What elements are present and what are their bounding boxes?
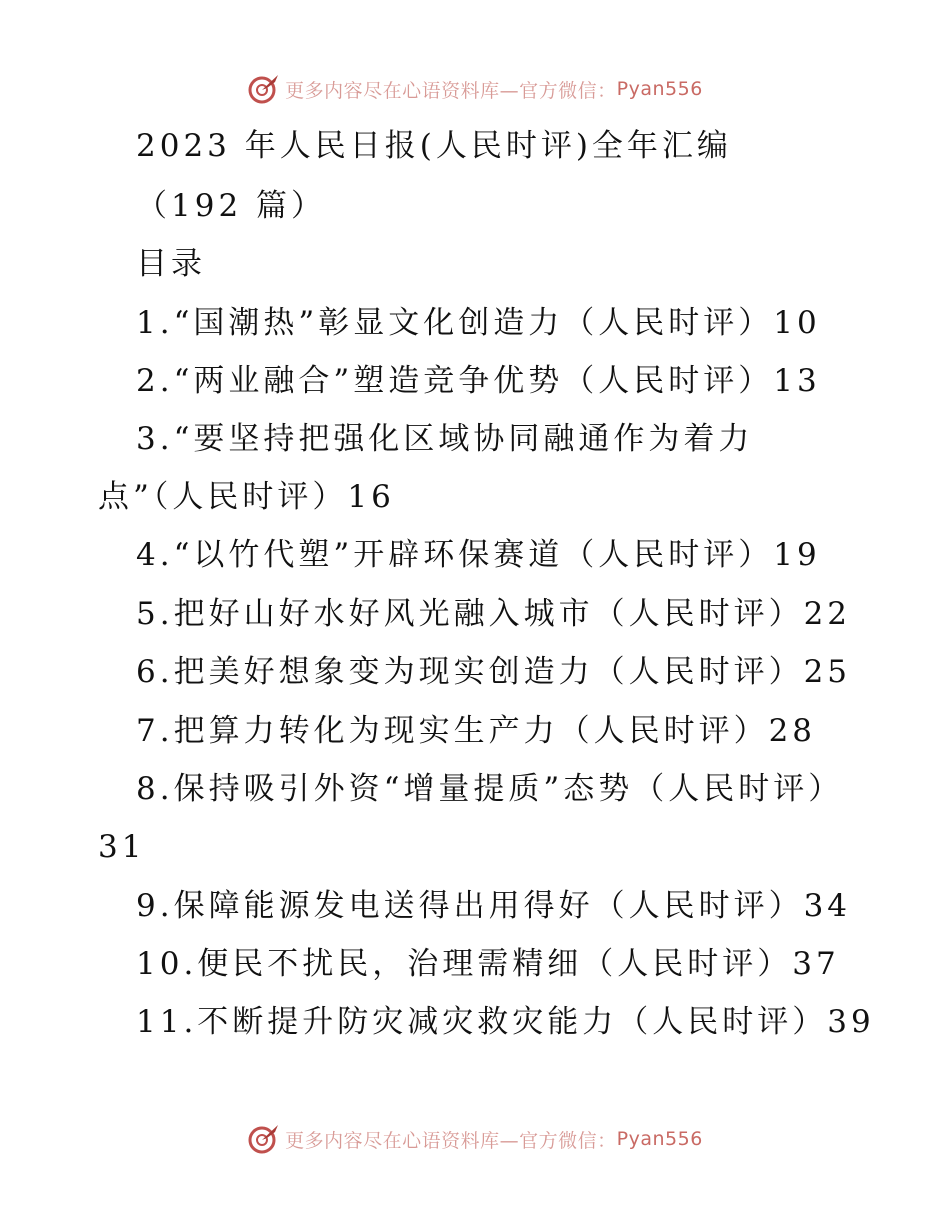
toc-item: 10.便民不扰民，治理需精细（人民时评）37 xyxy=(136,946,840,982)
toc-item: 9.保障能源发电送得出用得好（人民时评）34 xyxy=(136,888,852,924)
watermark-contact: Pyan556 xyxy=(616,78,703,100)
toc-item-continuation: 点”（人民时评）16 xyxy=(98,479,395,515)
toc-item: 2.“两业融合”塑造竞争优势（人民时评）13 xyxy=(136,363,821,399)
watermark-top xyxy=(0,72,950,106)
toc-item-continuation: 31 xyxy=(98,829,146,865)
toc-item: 4.“以竹代塑”开辟环保赛道（人民时评）19 xyxy=(136,537,821,573)
quill-logo-icon xyxy=(247,1122,281,1156)
toc-item: 1.“国潮热”彰显文化创造力（人民时评）10 xyxy=(136,305,821,341)
toc-item: 3.“要坚持把强化区域协同融通作为着力 xyxy=(136,421,754,457)
toc-item: 8.保持吸引外资“增量提质”态势（人民时评） xyxy=(136,771,844,807)
toc-item: 6.把美好想象变为现实创造力（人民时评）25 xyxy=(136,654,852,690)
document-subtitle: （192 篇） xyxy=(136,188,327,224)
toc-heading: 目录 xyxy=(136,246,206,282)
watermark-text: 更多内容尽在心语资料库—官方微信： xyxy=(285,1129,617,1152)
watermark-contact: Pyan556 xyxy=(616,1128,703,1150)
watermark-bottom xyxy=(0,1122,950,1156)
watermark-text: 更多内容尽在心语资料库—官方微信： xyxy=(285,79,617,102)
toc-item: 5.把好山好水好风光融入城市（人民时评）22 xyxy=(136,596,852,632)
toc-item: 7.把算力转化为现实生产力（人民时评）28 xyxy=(136,713,817,749)
quill-logo-icon xyxy=(247,72,281,106)
toc-item: 11.不断提升防灾减灾救灾能力（人民时评）39 xyxy=(136,1004,875,1040)
document-title: 2023 年人民日报(人民时评)全年汇编 xyxy=(136,128,732,164)
